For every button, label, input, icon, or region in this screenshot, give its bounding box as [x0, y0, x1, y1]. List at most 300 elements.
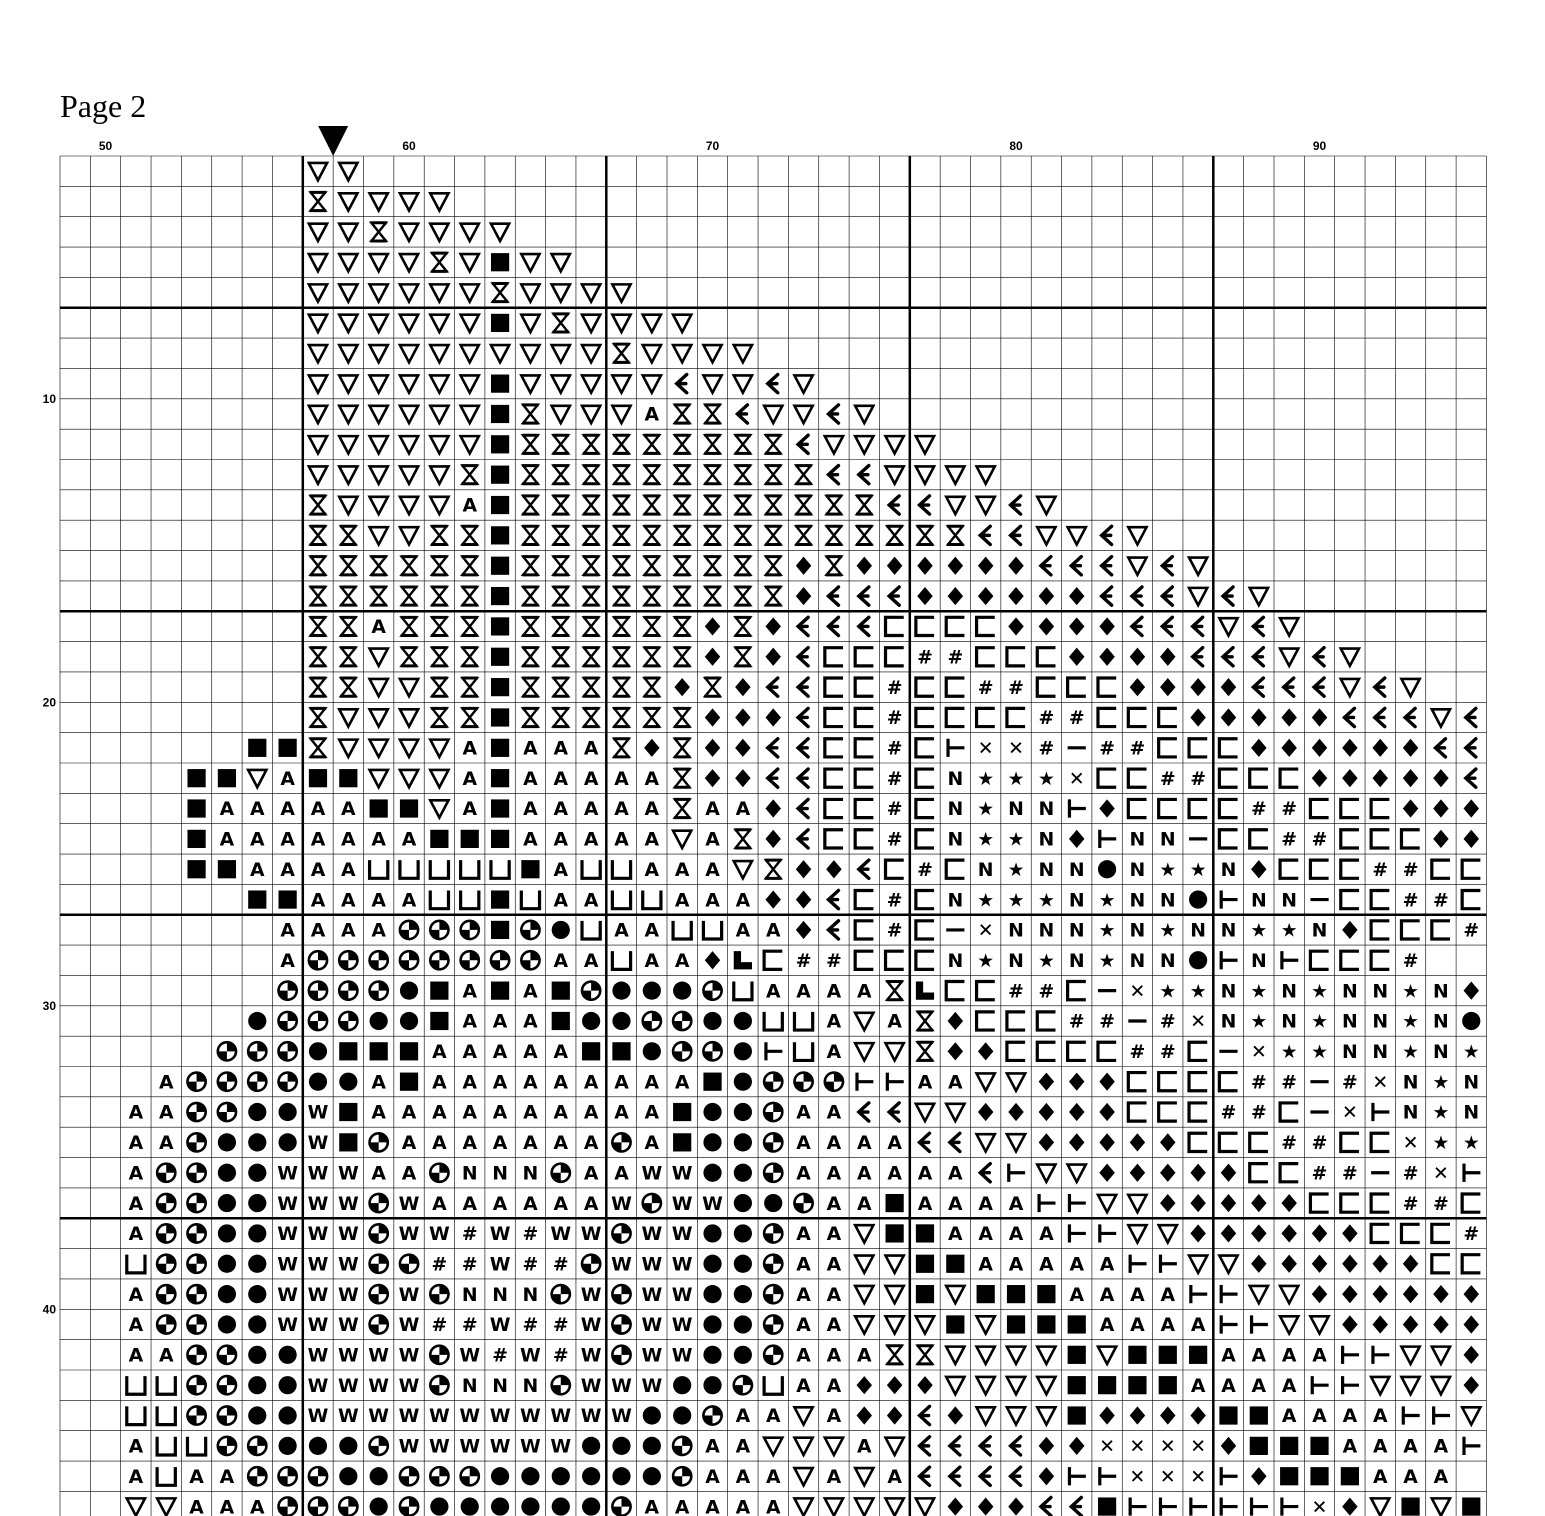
filled-diamond-symbol [1130, 1164, 1145, 1182]
filled-diamond-symbol [1464, 799, 1479, 817]
letter-symbol: ★ [1432, 1102, 1450, 1124]
curved-e-symbol [798, 678, 808, 696]
filled-circle-symbol [643, 982, 661, 1000]
open-u-symbol [370, 860, 388, 878]
letter-symbol: A [735, 1406, 751, 1428]
stitch-cell [1281, 1224, 1296, 1242]
letter-symbol: A [735, 1497, 751, 1516]
filled-diamond-symbol [1069, 1073, 1084, 1091]
letter-symbol: A [1008, 1193, 1024, 1215]
filled-square-symbol [187, 799, 205, 817]
filled-circle-symbol [309, 1437, 327, 1455]
filled-diamond-symbol [1069, 1103, 1084, 1121]
letter-symbol: A [553, 1133, 569, 1155]
hourglass-symbol [674, 587, 690, 605]
hourglass-symbol [735, 526, 751, 544]
down-triangle-symbol [430, 436, 448, 453]
half-circle-symbol [218, 1437, 236, 1455]
down-triangle-symbol [794, 1498, 812, 1515]
letter-symbol: N [492, 1284, 508, 1306]
filled-diamond-symbol [857, 557, 872, 575]
hourglass-symbol [795, 466, 811, 484]
filled-circle-symbol [279, 1376, 297, 1394]
letter-symbol: ★ [1098, 950, 1116, 972]
hourglass-symbol [886, 982, 902, 1000]
stitch-cell [673, 1012, 691, 1030]
stitch-cell [1252, 1346, 1267, 1367]
letter-symbol: W [398, 1436, 420, 1458]
letter-symbol: # [552, 1345, 569, 1367]
stitch-cell [520, 1406, 541, 1427]
stitch-cell [584, 1163, 599, 1184]
stitch-cell [827, 1012, 842, 1033]
filled-diamond-symbol [765, 890, 780, 908]
stitch-cell [1401, 1377, 1419, 1394]
down-triangle-symbol [764, 406, 782, 423]
down-triangle-symbol [794, 1438, 812, 1455]
stitch-cell [703, 1285, 721, 1303]
letter-symbol: W [489, 1406, 511, 1428]
stitch-cell [674, 769, 690, 787]
stitch-cell [1432, 1072, 1449, 1093]
letter-symbol: N [461, 1375, 478, 1397]
bracket-c-symbol [825, 830, 843, 848]
down-triangle-symbol [370, 406, 388, 423]
stitch-cell [550, 1224, 571, 1245]
letter-symbol: A [1190, 1375, 1206, 1397]
down-triangle-symbol [370, 345, 388, 362]
stitch-cell [734, 1103, 752, 1121]
stitch-cell [1039, 1073, 1054, 1091]
stitch-cell [1462, 1194, 1480, 1212]
stitch-cell [370, 1467, 388, 1485]
filled-square-symbol [916, 1224, 934, 1242]
letter-symbol: N [1433, 1011, 1449, 1033]
stitch-cell [1312, 921, 1328, 942]
letter-symbol: A [128, 1163, 144, 1185]
hourglass-symbol [340, 526, 356, 544]
stitch-cell [765, 496, 781, 514]
curved-e-symbol [768, 678, 778, 696]
stitch-cell [946, 617, 964, 635]
stitch-cell [432, 1103, 447, 1124]
stitch-cell [828, 921, 838, 939]
stitch-cell [370, 1285, 388, 1303]
down-triangle-symbol [1219, 1256, 1237, 1273]
stitch-cell [916, 1104, 934, 1121]
letter-symbol: # [1250, 799, 1267, 821]
stitch-cell [582, 1497, 600, 1515]
stitch-cell [1189, 1073, 1207, 1091]
stitch-cell [553, 314, 569, 332]
stitch-cell [674, 617, 690, 635]
stitch-cell [432, 1042, 447, 1063]
letter-symbol: W [337, 1345, 359, 1367]
letter-symbol: A [583, 1133, 599, 1155]
bracket-c-symbol [1219, 1133, 1237, 1151]
down-triangle-symbol [1098, 1347, 1116, 1364]
stitch-cell [1007, 648, 1025, 666]
stitch-cell [1098, 1042, 1116, 1060]
stitch-cell [1039, 799, 1055, 820]
down-triangle-symbol [491, 224, 509, 241]
stitch-cell [977, 648, 995, 666]
stitch-cell [1434, 1467, 1449, 1488]
stitch-cell [1128, 769, 1146, 787]
down-triangle-symbol [248, 770, 266, 787]
stitch-cell [340, 587, 356, 605]
stitch-cell [644, 435, 660, 453]
stitch-cell [612, 406, 630, 423]
stitch-cell [641, 1376, 662, 1397]
letter-symbol: W [459, 1406, 481, 1428]
stitch-cell [431, 526, 447, 544]
letter-symbol: # [917, 647, 933, 669]
curved-e-symbol [1466, 769, 1476, 787]
bracket-c-symbol [1371, 799, 1389, 817]
letter-symbol: N [1311, 920, 1328, 942]
letter-symbol: ★ [1037, 950, 1055, 972]
stitch-cell [1189, 951, 1207, 969]
stitch-cell [855, 890, 873, 908]
filled-square-symbol [946, 1315, 964, 1333]
stitch-cell [218, 860, 236, 878]
stitch-cell [734, 1133, 752, 1151]
stitch-cell [1281, 1072, 1297, 1093]
letter-symbol: # [1250, 1102, 1267, 1124]
filled-diamond-symbol [1342, 1315, 1357, 1333]
stitch-cell [277, 1254, 298, 1275]
bracket-c-symbol [1128, 769, 1146, 787]
half-circle-symbol [157, 1285, 175, 1303]
hourglass-symbol [644, 648, 660, 666]
stitch-cell [1130, 860, 1146, 881]
stitch-cell [704, 587, 720, 605]
hourglass-symbol [644, 557, 660, 575]
stitch-cell [522, 526, 538, 544]
bracket-c-symbol [916, 678, 934, 696]
filled-circle-symbol [248, 1315, 266, 1333]
stitch-cell [768, 739, 778, 757]
letter-symbol: A [1342, 1406, 1358, 1428]
stitch-cell [521, 1467, 539, 1485]
letter-symbol: A [128, 1102, 144, 1124]
stitch-cell [430, 830, 448, 848]
down-triangle-symbol [977, 1134, 995, 1151]
letter-symbol: A [128, 1133, 144, 1155]
stitch-cell [1128, 1346, 1146, 1364]
stitch-cell [491, 739, 509, 757]
stitch-cell [1128, 708, 1146, 726]
hourglass-symbol [613, 466, 629, 484]
stitch-cell [523, 1194, 538, 1215]
hourglass-symbol [674, 799, 690, 817]
curved-e-symbol [828, 466, 838, 484]
filled-square-symbol [886, 1224, 904, 1242]
down-triangle-symbol [1341, 679, 1359, 696]
hourglass-symbol [553, 314, 569, 332]
stitch-cell [705, 1497, 720, 1516]
stitch-cell [612, 375, 630, 392]
letter-symbol: N [1402, 1102, 1419, 1124]
filled-diamond-symbol [1433, 830, 1448, 848]
down-triangle-symbol [825, 1438, 843, 1455]
stitch-cell [702, 1194, 723, 1215]
bracket-c-symbol [1250, 1133, 1268, 1151]
stitch-cell [311, 860, 326, 881]
stitch-cell [1008, 1103, 1023, 1121]
filled-diamond-symbol [1342, 739, 1357, 757]
letter-symbol: N [1068, 890, 1085, 912]
bracket-c-symbol [1128, 799, 1146, 817]
filled-circle-symbol [370, 1012, 388, 1030]
filled-diamond-symbol [1099, 1406, 1114, 1424]
curved-e-symbol [920, 1467, 930, 1485]
letter-symbol: # [1038, 708, 1055, 730]
stitch-cell [1463, 1133, 1480, 1154]
stitch-cell [1343, 1406, 1358, 1427]
down-triangle-symbol [916, 1104, 934, 1121]
stitch-cell [1159, 799, 1177, 817]
stitch-cell [462, 1133, 477, 1154]
stitch-cell [400, 1497, 418, 1515]
stitch-cell [1039, 1467, 1054, 1485]
stitch-cell [1008, 830, 1025, 851]
stitch-cell [127, 1498, 145, 1515]
filled-square-symbol [1068, 1346, 1086, 1364]
filled-diamond-symbol [1251, 1467, 1266, 1485]
stitch-cell [1250, 1133, 1268, 1151]
letter-symbol: N [1220, 981, 1237, 1003]
letter-symbol: # [886, 799, 903, 821]
l-corner-symbol [734, 951, 752, 969]
letter-symbol: A [1099, 1254, 1115, 1276]
stitch-cell [368, 1376, 389, 1397]
stitch-cell [643, 982, 661, 1000]
stitch-cell [432, 1315, 448, 1336]
stitch-cell [978, 860, 994, 881]
letter-symbol: W [337, 1193, 359, 1215]
letter-symbol: N [1129, 890, 1146, 912]
stitch-cell [1068, 1165, 1086, 1182]
filled-circle-symbol [339, 1467, 357, 1485]
curved-e-symbol [1162, 557, 1172, 575]
stitch-cell [1372, 769, 1387, 787]
stitch-cell [309, 284, 327, 301]
stitch-cell [1314, 648, 1324, 666]
stitch-cell [279, 1467, 297, 1485]
bracket-c-symbol [977, 648, 995, 666]
stitch-cell [1253, 648, 1263, 666]
down-triangle-symbol [703, 375, 721, 392]
stitch-cell [1401, 679, 1419, 696]
filled-square-symbol [491, 648, 509, 666]
stitch-cell [1251, 1224, 1266, 1242]
hourglass-symbol [583, 526, 599, 544]
stitch-cell [1069, 830, 1084, 848]
filled-diamond-symbol [917, 1376, 932, 1394]
curved-e-symbol [798, 708, 808, 726]
down-triangle-symbol [521, 284, 539, 301]
letter-symbol: # [886, 890, 903, 912]
stitch-cell [1039, 708, 1055, 729]
stitch-cell [825, 799, 843, 817]
letter-symbol: A [583, 1102, 599, 1124]
filled-diamond-symbol [705, 769, 720, 787]
stitch-cell [1312, 1224, 1327, 1242]
stitch-cell [491, 1467, 509, 1485]
stitch-cell [978, 921, 994, 942]
stitch-cell [430, 951, 448, 969]
stitch-cell [1403, 1437, 1418, 1458]
stitch-cell [674, 587, 690, 605]
down-triangle-symbol [430, 740, 448, 757]
stitch-cell [766, 1406, 781, 1427]
stitch-cell [1189, 1346, 1207, 1364]
half-circle-symbol [370, 1194, 388, 1212]
filled-square-symbol [339, 769, 357, 787]
stitch-cell [1433, 981, 1449, 1002]
down-triangle-symbol [370, 284, 388, 301]
letter-symbol: W [307, 1406, 329, 1428]
down-triangle-symbol [916, 466, 934, 483]
curved-e-symbol [1041, 1497, 1051, 1515]
stitch-cell [855, 830, 873, 848]
letter-symbol: # [492, 1345, 508, 1367]
stitch-cell [677, 375, 687, 393]
stitch-cell [887, 1012, 902, 1033]
letter-symbol: W [307, 1224, 329, 1246]
down-triangle-symbol [521, 345, 539, 362]
stitch-cell [400, 860, 418, 878]
bracket-c-symbol [1189, 739, 1207, 757]
hourglass-symbol [310, 708, 326, 726]
stitch-cell [459, 1346, 480, 1367]
stitch-cell [189, 1467, 204, 1488]
stitch-cell [1403, 1133, 1419, 1154]
stitch-cell [1132, 587, 1142, 605]
stitch-cell [1221, 860, 1237, 881]
half-circle-symbol [461, 951, 479, 969]
stitch-cell [1099, 1406, 1114, 1424]
stitch-cell [401, 617, 417, 635]
stitch-cell [765, 617, 780, 635]
open-u-symbol [734, 982, 752, 1000]
stitch-cell [370, 951, 388, 969]
stitch-cell [1069, 1194, 1085, 1212]
hourglass-symbol [462, 648, 478, 666]
l-corner-symbol [916, 982, 934, 1000]
filled-square-symbol [1250, 1437, 1268, 1455]
down-triangle-symbol [1401, 679, 1419, 696]
half-circle-symbol [612, 1346, 630, 1364]
stitch-cell [1190, 1437, 1206, 1458]
stitch-cell [310, 617, 326, 635]
stitch-cell [370, 740, 388, 757]
letter-symbol: N [947, 768, 964, 790]
stitch-cell [705, 769, 720, 787]
letter-symbol: A [128, 1345, 144, 1367]
stitch-cell [612, 315, 630, 332]
stitch-cell [827, 1376, 842, 1397]
stitch-cell [1130, 830, 1146, 851]
letter-symbol: N [1281, 981, 1298, 1003]
half-circle-symbol [279, 1073, 297, 1091]
half-circle-symbol [279, 982, 297, 1000]
stitch-cell [491, 799, 509, 817]
down-triangle-symbol [370, 254, 388, 271]
letter-symbol: W [429, 1224, 450, 1246]
stitch-cell [1251, 951, 1267, 972]
letter-symbol: A [401, 829, 417, 851]
stitch-cell [280, 951, 295, 972]
bracket-c-symbol [825, 648, 843, 666]
stitch-cell [978, 1194, 993, 1215]
filled-square-symbol [339, 1133, 357, 1151]
hourglass-symbol [644, 466, 660, 484]
stitch-cell [827, 981, 842, 1002]
stitch-cell [310, 587, 326, 605]
stitch-cell [187, 1224, 205, 1242]
stitch-cell [339, 193, 357, 210]
stitch-cell [370, 254, 388, 271]
hourglass-symbol [431, 557, 447, 575]
stitch-cell [430, 1285, 448, 1303]
stitch-cell [462, 557, 478, 575]
stitch-cell [1099, 951, 1116, 972]
stitch-cell [978, 1042, 993, 1060]
letter-symbol: # [552, 1315, 569, 1337]
stitch-cell [370, 1497, 388, 1515]
stitch-cell [1433, 769, 1448, 787]
hourglass-symbol [462, 678, 478, 696]
stitch-cell [855, 921, 873, 939]
stitch-cell [1403, 1467, 1418, 1488]
stitch-cell [886, 526, 902, 544]
stitch-cell [309, 163, 327, 180]
letter-symbol: N [947, 950, 964, 972]
letter-symbol: ✕ [1250, 1042, 1267, 1064]
stitch-cell [1160, 648, 1175, 666]
stitch-cell [159, 1133, 174, 1154]
bracket-c-symbol [1280, 1103, 1298, 1121]
bracket-c-symbol [1189, 1073, 1207, 1091]
stitch-cell [522, 617, 538, 635]
stitch-cell [218, 1042, 236, 1060]
filled-circle-symbol [339, 1073, 357, 1091]
down-triangle-symbol [309, 315, 327, 332]
filled-diamond-symbol [705, 951, 720, 969]
letter-symbol: W [671, 1193, 693, 1215]
half-circle-symbol [218, 1073, 236, 1091]
down-triangle-symbol [855, 1225, 873, 1242]
bracket-c-symbol [1371, 1194, 1389, 1212]
curved-e-symbol [859, 587, 869, 605]
stitch-cell [250, 830, 265, 851]
stitch-cell [1098, 1376, 1116, 1394]
t-bar-symbol [1100, 1467, 1116, 1485]
filled-square-symbol [491, 678, 509, 696]
stitch-cell [399, 1346, 420, 1367]
stitch-cell [1281, 830, 1297, 851]
curved-e-symbol [920, 1133, 930, 1151]
hourglass-symbol [401, 557, 417, 575]
stitch-cell [1280, 1103, 1298, 1121]
stitch-cell [522, 648, 538, 666]
down-triangle-symbol [1432, 1377, 1450, 1394]
curved-e-symbol [950, 1437, 960, 1455]
down-triangle-symbol [612, 406, 630, 423]
